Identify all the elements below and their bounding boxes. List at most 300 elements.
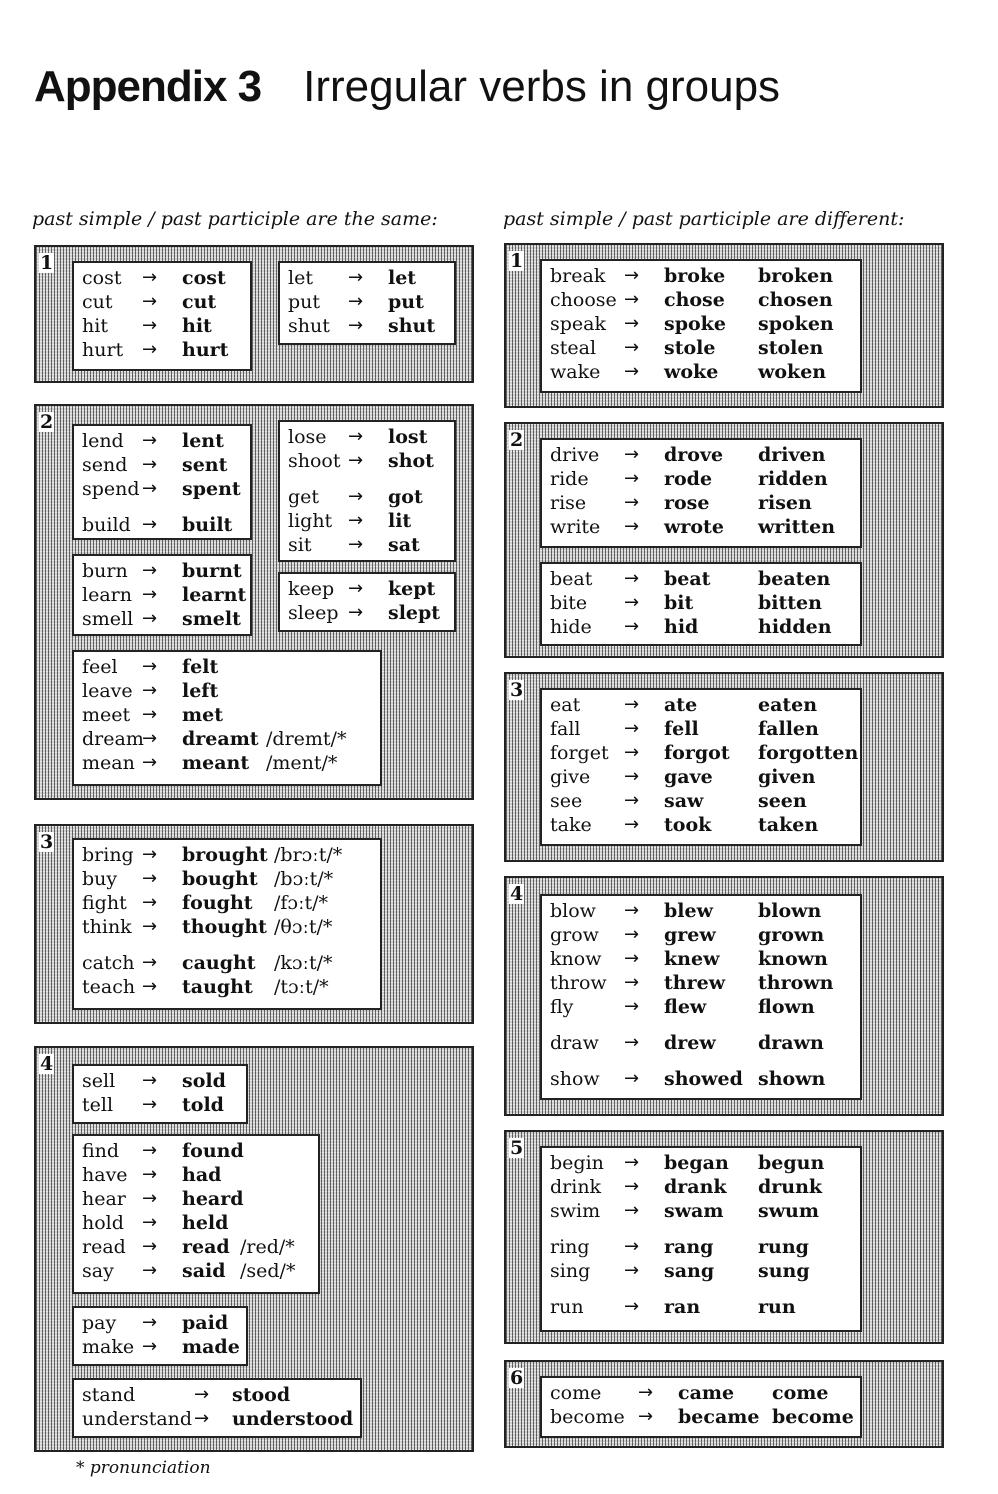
participle-form: blown [758, 900, 822, 922]
past-form: forgot [664, 742, 730, 764]
pronunciation: /bɔːt/* [274, 868, 334, 890]
arrow-icon: → [142, 1164, 158, 1185]
past-form: sang [664, 1260, 715, 1282]
past-form: took [664, 814, 712, 836]
arrow-icon: → [624, 1032, 640, 1053]
past-form: lent [182, 430, 224, 452]
arrow-icon: → [624, 1068, 640, 1089]
arrow-icon: → [348, 510, 364, 531]
pronunciation: /red/* [240, 1236, 295, 1258]
base-form: swim [550, 1200, 601, 1222]
group-number: 1 [510, 250, 524, 272]
arrow-icon: → [142, 560, 158, 581]
footnote: * pronunciation [76, 1458, 211, 1478]
base-form: write [550, 516, 601, 538]
arrow-icon: → [142, 1312, 158, 1333]
base-form: bring [82, 844, 134, 866]
past-form: saw [664, 790, 704, 812]
base-form: show [550, 1068, 600, 1090]
arrow-icon: → [142, 892, 158, 913]
left-group-4 [34, 1046, 474, 1452]
past-form: fought [182, 892, 253, 914]
participle-form: fallen [758, 718, 819, 740]
past-form: learnt [182, 584, 247, 606]
past-form: hit [182, 315, 212, 337]
base-form: teach [82, 976, 136, 998]
arrow-icon: → [624, 1200, 640, 1221]
arrow-icon: → [624, 972, 640, 993]
participle-form: swum [758, 1200, 819, 1222]
participle-form: come [772, 1382, 829, 1404]
participle-form: ridden [758, 468, 828, 490]
base-form: keep [288, 578, 335, 600]
past-form: let [388, 267, 417, 289]
base-form: hear [82, 1188, 126, 1210]
past-form: heard [182, 1188, 244, 1210]
group-number: 4 [510, 883, 524, 905]
arrow-icon: → [624, 814, 640, 835]
arrow-icon: → [142, 584, 158, 605]
past-form: found [182, 1140, 244, 1162]
verb-box [278, 572, 456, 632]
past-form: kept [388, 578, 436, 600]
pronunciation: /ment/* [266, 752, 338, 774]
arrow-icon: → [142, 704, 158, 725]
verb-box [540, 562, 862, 646]
participle-form: rung [758, 1236, 809, 1258]
group-number: 2 [40, 411, 54, 433]
base-form: light [288, 510, 333, 532]
right-group-5 [504, 1130, 944, 1344]
verb-box [72, 261, 252, 371]
past-form: made [182, 1336, 240, 1358]
arrow-icon: → [624, 337, 640, 358]
past-form: shut [388, 315, 436, 337]
base-form: grow [550, 924, 599, 946]
verb-box [72, 650, 382, 786]
past-form: came [678, 1382, 735, 1404]
base-form: dream [82, 728, 144, 750]
base-form: stand [82, 1384, 136, 1406]
past-form: beat [664, 568, 711, 590]
verb-box [72, 424, 252, 540]
base-form: mean [82, 752, 135, 774]
past-form: ate [664, 694, 698, 716]
base-form: catch [82, 952, 135, 974]
arrow-icon: → [624, 766, 640, 787]
arrow-icon: → [142, 339, 158, 360]
past-form: stood [232, 1384, 291, 1406]
arrow-icon: → [624, 1260, 640, 1281]
participle-form: chosen [758, 289, 833, 311]
arrow-icon: → [348, 450, 364, 471]
past-form: said [182, 1260, 226, 1282]
arrow-icon: → [624, 516, 640, 537]
base-form: build [82, 514, 131, 536]
group-number: 5 [510, 1137, 524, 1159]
past-form: rose [664, 492, 710, 514]
base-form: wake [550, 361, 601, 383]
right-group-3 [504, 672, 944, 862]
past-form: hid [664, 616, 699, 638]
participle-form: grown [758, 924, 825, 946]
base-form: cost [82, 267, 122, 289]
participle-form: stolen [758, 337, 824, 359]
arrow-icon: → [624, 265, 640, 286]
group-number: 6 [510, 1367, 524, 1389]
participle-form: given [758, 766, 816, 788]
verb-box [72, 1134, 320, 1294]
participle-form: seen [758, 790, 807, 812]
arrow-icon: → [142, 1070, 158, 1091]
pronunciation: /dremt/* [266, 728, 347, 750]
past-form: put [388, 291, 424, 313]
verb-box [72, 1378, 362, 1438]
arrow-icon: → [624, 1296, 640, 1317]
base-form: give [550, 766, 591, 788]
base-form: ride [550, 468, 589, 490]
arrow-icon: → [142, 267, 158, 288]
arrow-icon: → [624, 924, 640, 945]
participle-form: eaten [758, 694, 818, 716]
arrow-icon: → [142, 1188, 158, 1209]
participle-form: risen [758, 492, 812, 514]
participle-form: known [758, 948, 828, 970]
base-form: draw [550, 1032, 599, 1054]
base-form: get [288, 486, 320, 508]
participle-form: shown [758, 1068, 826, 1090]
verb-box [540, 1376, 862, 1438]
arrow-icon: → [142, 680, 158, 701]
base-form: break [550, 265, 606, 287]
past-form: meant [182, 752, 250, 774]
arrow-icon: → [624, 900, 640, 921]
verb-box [540, 894, 862, 1100]
past-form: held [182, 1212, 229, 1234]
past-form: caught [182, 952, 256, 974]
base-form: sleep [288, 602, 339, 624]
arrow-icon: → [638, 1406, 654, 1427]
base-form: ring [550, 1236, 590, 1258]
participle-form: taken [758, 814, 819, 836]
pronunciation: /sed/* [240, 1260, 296, 1282]
past-form: taught [182, 976, 253, 998]
base-form: forget [550, 742, 609, 764]
past-form: felt [182, 656, 219, 678]
verb-box [540, 688, 862, 846]
past-form: had [182, 1164, 222, 1186]
verb-box [72, 1306, 248, 1366]
past-form: built [182, 514, 233, 536]
base-form: make [82, 1336, 135, 1358]
arrow-icon: → [624, 592, 640, 613]
arrow-icon: → [348, 534, 364, 555]
base-form: beat [550, 568, 593, 590]
left-heading: past simple / past participle are the same: [32, 208, 438, 230]
past-form: thought [182, 916, 267, 938]
right-group-4 [504, 876, 944, 1116]
base-form: rise [550, 492, 587, 514]
past-form: met [182, 704, 223, 726]
base-form: find [82, 1140, 120, 1162]
past-form: woke [664, 361, 719, 383]
arrow-icon: → [142, 752, 158, 773]
base-form: learn [82, 584, 132, 606]
past-form: ran [664, 1296, 701, 1318]
past-form: brought [182, 844, 268, 866]
right-group-2 [504, 422, 944, 658]
pronunciation: /tɔːt/* [274, 976, 329, 998]
past-form: cost [182, 267, 226, 289]
base-form: think [82, 916, 132, 938]
base-form: sit [288, 534, 312, 556]
base-form: fly [550, 996, 574, 1018]
group-number: 3 [510, 679, 524, 701]
participle-form: forgotten [758, 742, 859, 764]
verb-box [540, 259, 862, 393]
right-heading: past simple / past participle are different: [503, 208, 905, 230]
arrow-icon: → [624, 996, 640, 1017]
arrow-icon: → [142, 976, 158, 997]
base-form: leave [82, 680, 133, 702]
participle-form: sung [758, 1260, 810, 1282]
base-form: drive [550, 444, 600, 466]
arrow-icon: → [348, 602, 364, 623]
left-group-1 [34, 245, 474, 383]
arrow-icon: → [142, 608, 158, 629]
past-form: drove [664, 444, 724, 466]
left-group-3 [34, 824, 474, 1024]
pronunciation: /θɔːt/* [274, 916, 333, 938]
base-form: lose [288, 426, 327, 448]
past-form: knew [664, 948, 720, 970]
past-form: paid [182, 1312, 229, 1334]
base-form: steal [550, 337, 597, 359]
past-form: threw [664, 972, 726, 994]
base-form: say [82, 1260, 114, 1282]
past-form: spoke [664, 313, 726, 335]
participle-form: driven [758, 444, 826, 466]
past-form: left [182, 680, 219, 702]
arrow-icon: → [142, 514, 158, 535]
base-form: shoot [288, 450, 341, 472]
arrow-icon: → [194, 1384, 210, 1405]
arrow-icon: → [624, 468, 640, 489]
base-form: understand [82, 1408, 193, 1430]
title-text: Irregular verbs in groups [303, 62, 781, 111]
arrow-icon: → [624, 616, 640, 637]
arrow-icon: → [638, 1382, 654, 1403]
base-form: hurt [82, 339, 124, 361]
base-form: throw [550, 972, 607, 994]
arrow-icon: → [142, 291, 158, 312]
base-form: choose [550, 289, 617, 311]
arrow-icon: → [348, 426, 364, 447]
participle-form: thrown [758, 972, 834, 994]
arrow-icon: → [142, 1260, 158, 1281]
base-form: drink [550, 1176, 602, 1198]
past-form: understood [232, 1408, 354, 1430]
title-appendix: Appendix 3 [34, 62, 262, 111]
arrow-icon: → [142, 315, 158, 336]
past-form: got [388, 486, 423, 508]
base-form: fall [550, 718, 581, 740]
base-form: hit [82, 315, 108, 337]
left-group-2 [34, 404, 474, 800]
right-group-6 [504, 1360, 944, 1448]
arrow-icon: → [348, 267, 364, 288]
arrow-icon: → [624, 444, 640, 465]
participle-form: run [758, 1296, 796, 1318]
past-form: showed [664, 1068, 743, 1090]
base-form: smell [82, 608, 134, 630]
verb-box [278, 261, 456, 345]
past-form: became [678, 1406, 760, 1428]
past-form: sat [388, 534, 420, 556]
participle-form: hidden [758, 616, 832, 638]
base-form: read [82, 1236, 126, 1258]
base-form: buy [82, 868, 118, 890]
arrow-icon: → [142, 1236, 158, 1257]
base-form: pay [82, 1312, 117, 1334]
group-number: 3 [40, 831, 54, 853]
arrow-icon: → [142, 728, 158, 749]
arrow-icon: → [142, 1336, 158, 1357]
base-form: begin [550, 1152, 604, 1174]
base-form: eat [550, 694, 581, 716]
arrow-icon: → [142, 478, 158, 499]
participle-form: drawn [758, 1032, 824, 1054]
arrow-icon: → [142, 430, 158, 451]
participle-form: drunk [758, 1176, 823, 1198]
base-form: have [82, 1164, 128, 1186]
participle-form: broken [758, 265, 834, 287]
past-form: burnt [182, 560, 242, 582]
past-form: cut [182, 291, 217, 313]
verb-box [540, 1146, 862, 1332]
arrow-icon: → [624, 361, 640, 382]
past-form: drew [664, 1032, 716, 1054]
arrow-icon: → [624, 1176, 640, 1197]
base-form: tell [82, 1094, 114, 1116]
past-form: sent [182, 454, 228, 476]
arrow-icon: → [348, 315, 364, 336]
arrow-icon: → [142, 1094, 158, 1115]
past-form: lost [388, 426, 428, 448]
base-form: sell [82, 1070, 116, 1092]
arrow-icon: → [348, 578, 364, 599]
past-form: fell [664, 718, 699, 740]
pronunciation: /fɔːt/* [274, 892, 329, 914]
base-form: take [550, 814, 592, 836]
group-number: 4 [40, 1053, 54, 1075]
past-form: bit [664, 592, 694, 614]
arrow-icon: → [624, 568, 640, 589]
past-form: told [182, 1094, 224, 1116]
arrow-icon: → [142, 868, 158, 889]
base-form: lend [82, 430, 124, 452]
base-form: hold [82, 1212, 124, 1234]
pronunciation: /kɔːt/* [274, 952, 333, 974]
arrow-icon: → [142, 844, 158, 865]
participle-form: become [772, 1406, 854, 1428]
verb-box [72, 1064, 248, 1124]
base-form: hide [550, 616, 592, 638]
arrow-icon: → [624, 1236, 640, 1257]
arrow-icon: → [624, 1152, 640, 1173]
base-form: put [288, 291, 321, 313]
base-form: become [550, 1406, 625, 1428]
past-form: slept [388, 602, 441, 624]
base-form: feel [82, 656, 118, 678]
verb-box [72, 838, 382, 1010]
past-form: smelt [182, 608, 241, 630]
participle-form: bitten [758, 592, 822, 614]
arrow-icon: → [142, 1212, 158, 1233]
arrow-icon: → [142, 916, 158, 937]
arrow-icon: → [142, 1140, 158, 1161]
base-form: come [550, 1382, 602, 1404]
participle-form: spoken [758, 313, 834, 335]
past-form: dreamt [182, 728, 259, 750]
arrow-icon: → [348, 486, 364, 507]
verb-box [72, 554, 252, 636]
past-form: stole [664, 337, 716, 359]
base-form: shut [288, 315, 330, 337]
past-form: began [664, 1152, 729, 1174]
base-form: let [288, 267, 313, 289]
participle-form: begun [758, 1152, 825, 1174]
base-form: cut [82, 291, 113, 313]
base-form: fight [82, 892, 127, 914]
arrow-icon: → [624, 313, 640, 334]
base-form: burn [82, 560, 128, 582]
base-form: meet [82, 704, 131, 726]
past-form: rode [664, 468, 713, 490]
group-number: 2 [510, 429, 524, 451]
arrow-icon: → [624, 742, 640, 763]
arrow-icon: → [624, 289, 640, 310]
past-form: shot [388, 450, 434, 472]
past-form: read [182, 1236, 230, 1258]
base-form: send [82, 454, 128, 476]
arrow-icon: → [624, 492, 640, 513]
past-form: rang [664, 1236, 714, 1258]
past-form: sold [182, 1070, 226, 1092]
participle-form: woken [758, 361, 827, 383]
participle-form: flown [758, 996, 815, 1018]
participle-form: written [758, 516, 836, 538]
verb-box [278, 420, 456, 562]
group-number: 1 [40, 252, 54, 274]
past-form: grew [664, 924, 716, 946]
past-form: flew [664, 996, 707, 1018]
pronunciation: /brɔːt/* [274, 844, 343, 866]
past-form: hurt [182, 339, 229, 361]
past-form: wrote [664, 516, 724, 538]
base-form: speak [550, 313, 606, 335]
past-form: drank [664, 1176, 727, 1198]
arrow-icon: → [142, 454, 158, 475]
past-form: broke [664, 265, 726, 287]
arrow-icon: → [624, 948, 640, 969]
arrow-icon: → [624, 718, 640, 739]
base-form: bite [550, 592, 588, 614]
base-form: know [550, 948, 602, 970]
past-form: gave [664, 766, 713, 788]
arrow-icon: → [194, 1408, 210, 1429]
past-form: spent [182, 478, 241, 500]
